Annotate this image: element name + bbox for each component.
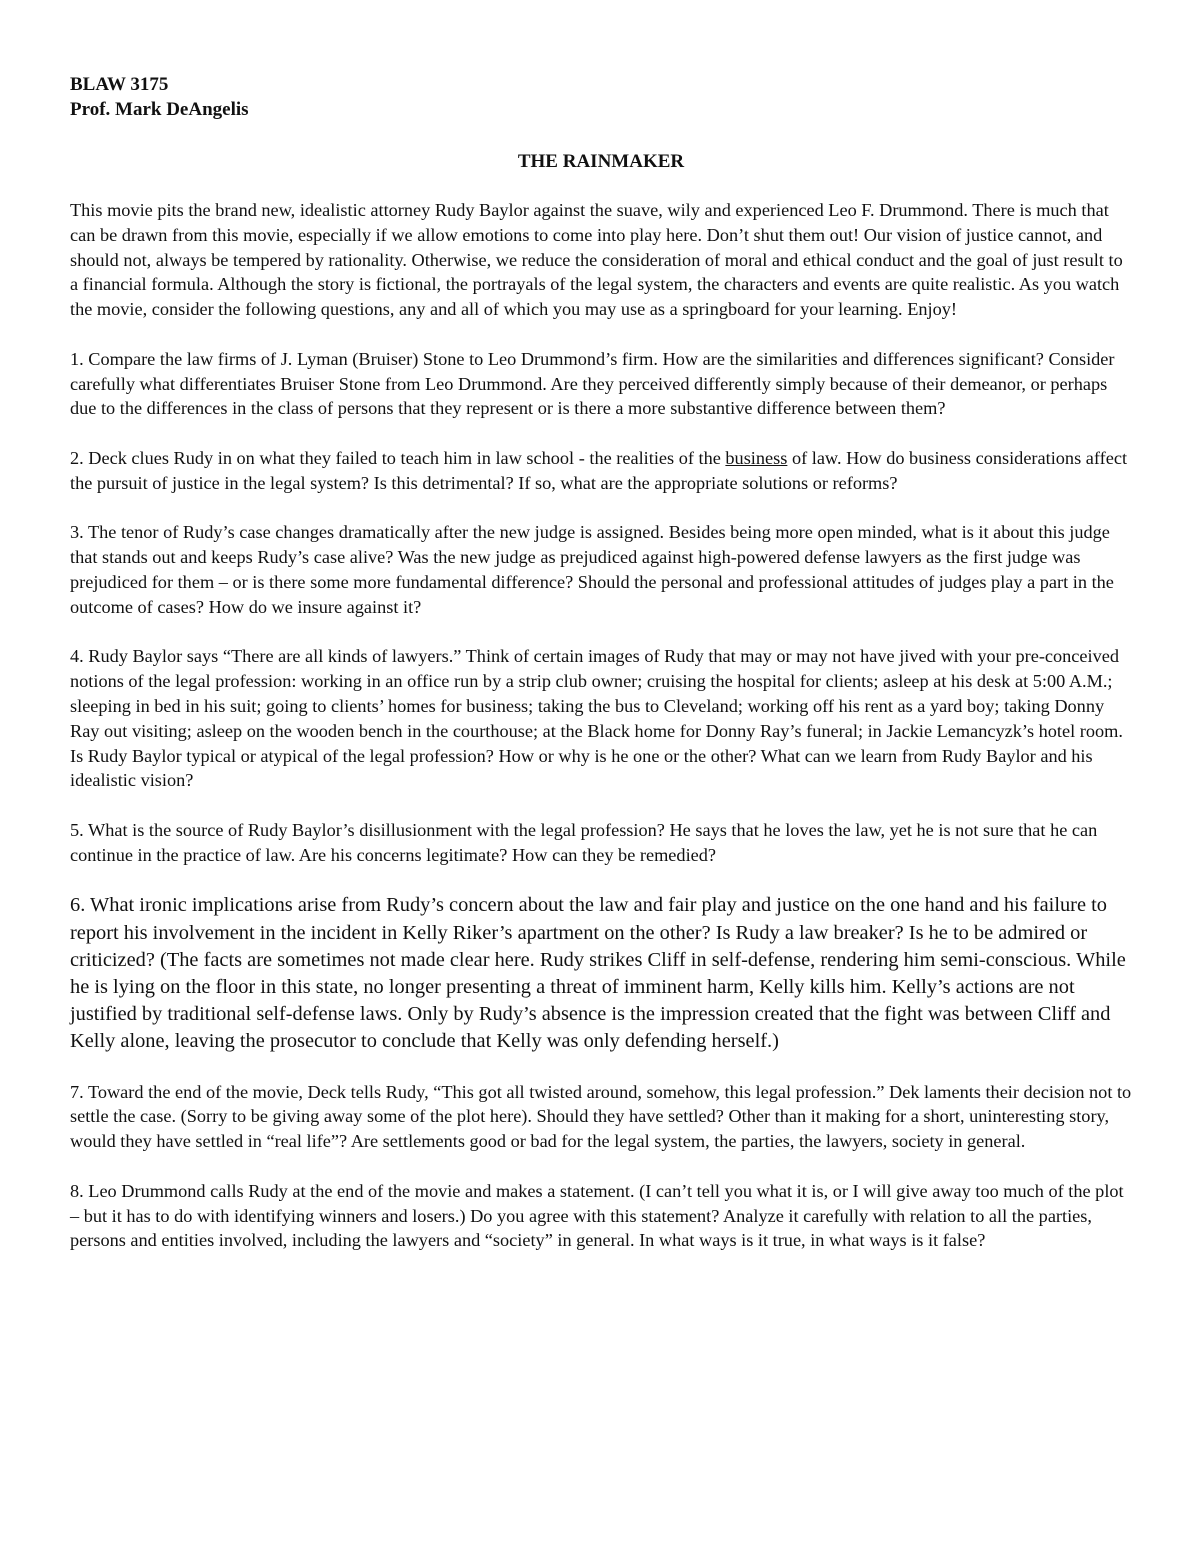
question-1: 1. Compare the law firms of J. Lyman (Bruiser) Stone to Leo Drummond’s firm. How are the similarities and differences significant? Consider carefully what differentiates Bruiser Stone from Leo Drummond. Are they perceived differently simply because of their demeanor, or perhaps due to the differences in the class of persons that they represent or is there a more substantive difference between them?: [70, 348, 1115, 419]
document-title: THE RAINMAKER: [517, 151, 685, 172]
professor-name: Prof. Mark DeAngelis: [70, 99, 249, 120]
course-code: BLAW 3175: [70, 74, 169, 95]
question-3: 3. The tenor of Rudy’s case changes dramatically after the new judge is assigned. Besides being more open minded, what is it about this judge that stands out and keeps Rudy’s case alive? Was the new judge as prejudiced against high-powered defense lawyers as the first judge was prejudiced for them – or is there some more fundamental difference? Should the personal and professional attitudes of judges play a part in the outcome of cases? How do we insure against it?: [70, 522, 1114, 617]
question-2-text-end: of law. How do business considerations affect the pursuit of justice in the legal system? Is this detrimental? If so, what are the appropriate solutions or reforms?: [70, 447, 1128, 493]
question-2-underlined-word: business: [725, 447, 788, 468]
document-page: [70, 72, 1132, 1278]
question-2-text-start: 2. Deck clues Rudy in on what they failed to teach him in law school - the realities of the: [70, 447, 726, 468]
intro-paragraph: This movie pits the brand new, idealistic attorney Rudy Baylor against the suave, wily and experienced Leo F. Drummond. There is much that can be drawn from this movie, especially if we allow emotions to come into play here. Don’t shut them out! Our vision of justice cannot, and should not, always be tempered by rationality. Otherwise, we reduce the consideration of moral and ethical conduct and the goal of just result to a financial formula. Although the story is fictional, the portrayals of the legal system, the characters and events are quite realistic. As you watch the movie, consider the following questions, any and all of which you may use as a springboard for your learning. Enjoy!: [70, 200, 1123, 320]
question-6: 6. What ironic implications arise from Rudy’s concern about the law and fair play and justice on the one hand and his failure to report his involvement in the incident in Kelly Riker’s apartment on the other? Is Rudy a law breaker? Is he to be admired or criticized? (The facts are sometimes not made clear here. Rudy strikes Cliff in self-defense, rendering him semi-conscious. While he is lying on the floor in this state, no longer presenting a threat of imminent harm, Kelly kills him. Kelly’s actions are not justified by traditional self-defense laws. Only by Rudy’s absence is the impression created that the fight was between Cliff and Kelly alone, leaving the prosecutor to conclude that Kelly was only defending herself.): [70, 894, 1126, 1053]
question-5: 5. What is the source of Rudy Baylor’s disillusionment with the legal profession? He says that he loves the law, yet he is not sure that he can continue in the practice of law. Are his concerns legitimate? How can they be remedied?: [70, 819, 1098, 865]
question-4: 4. Rudy Baylor says “There are all kinds of lawyers.” Think of certain images of Rudy that may or may not have jived with your pre-conceived notions of the legal profession: working in an office run by a strip club owner; cruising the hospital for clients; asleep at his desk at 5:00 A.M.; sleeping in bed in his suit; going to clients’ homes for business; taking the bus to Cleveland; working off his rent as a yard boy; taking Donny Ray out visiting; asleep on the wooden bench in the courthouse; at the Black home for Donny Ray’s funeral; in Jackie Lemancyzk’s hotel room. Is Rudy Baylor typical or atypical of the legal profession? How or why is he one or the other? What can we learn from Rudy Baylor and his idealistic vision?: [70, 646, 1123, 791]
question-8: 8. Leo Drummond calls Rudy at the end of the movie and makes a statement. (I can’t tell you what it is, or I will give away too much of the plot – but it has to do with identifying winners and losers.) Do you agree with this statement? Analyze it carefully with relation to all the parties, persons and entities involved, including the lawyers and “society” in general. In what ways is it true, in what ways is it false?: [70, 1180, 1124, 1251]
question-2: [70, 446, 1132, 496]
question-7: 7. Toward the end of the movie, Deck tells Rudy, “This got all twisted around, somehow, this legal profession.” Dek laments their decision not to settle the case. (Sorry to be giving away some of the plot here). Should they have settled? Other than it making for a short, uninteresting story, would they have settled in “real life”? Are settlements good or bad for the legal system, the parties, the lawyers, society in general.: [70, 1081, 1132, 1152]
